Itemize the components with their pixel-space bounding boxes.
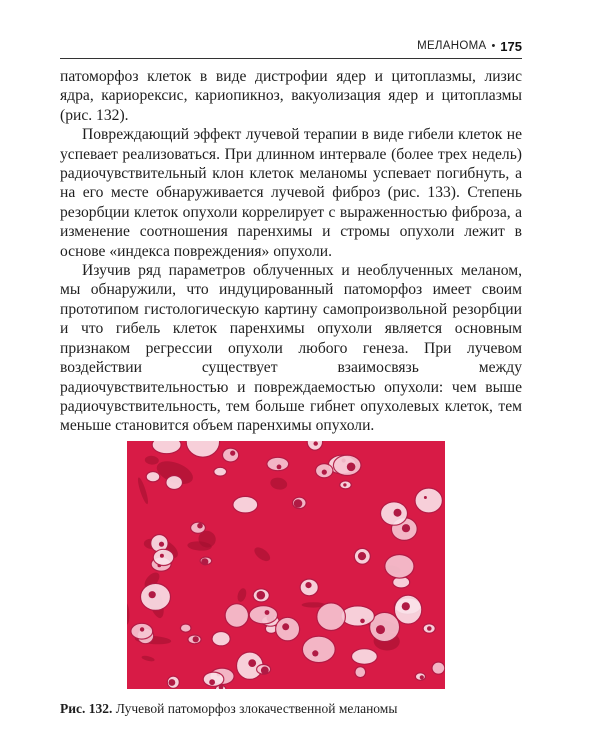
cell-nucleus bbox=[305, 582, 311, 588]
tumor-cell bbox=[180, 624, 191, 632]
tumor-cell bbox=[341, 606, 374, 626]
tumor-cell bbox=[214, 467, 227, 476]
tumor-cell bbox=[152, 441, 181, 454]
cell-nucleus bbox=[420, 675, 424, 679]
cell-nucleus bbox=[201, 558, 208, 565]
tumor-cell bbox=[249, 606, 277, 624]
cell-nucleus bbox=[149, 591, 156, 598]
cell-nucleus bbox=[322, 470, 327, 475]
cell-nucleus bbox=[294, 499, 303, 508]
cell-nucleus bbox=[347, 463, 356, 472]
paragraph-3: Изучив ряд параметров облученных и необлученных меланом, мы обнаружили, что индуцированный патоморфоз имеет своим прототипом гистологическую картину самопроизвольной резорбции и что гибель клеток паренхимы опухоли является основным признаком регрессии опухоли любого генеза. При лучевом воздействии существует взаимосвязь между радиочувствительностью и повреждаемостью опухоли: чем выше радиочувствительность, тем больше гибнет опухолевых клеток, тем меньше становится объем паренхимы опухоли. bbox=[60, 262, 522, 435]
tumor-cell bbox=[153, 549, 174, 565]
paragraph-2: Повреждающий эффект лучевой терапии в виде гибели клеток не успевает реализоваться. При длинном интервале (более трех недель) радиочувствительный клон клеток меланомы успевает погибнуть, а на его месте обнаруживается лучевой фиброз (рис. 133). Степень резорбции клеток опухоли коррелирует с выраженностью фиброза, а изменение соотношения паренхимы и стромы опухоли лежит в основе «индекса повреждения» опухоли. bbox=[60, 126, 522, 260]
header-bullet: • bbox=[491, 40, 496, 52]
cell-nucleus bbox=[193, 636, 199, 642]
cell-nucleus bbox=[248, 659, 256, 667]
cell-nucleus bbox=[265, 610, 270, 615]
tumor-cell bbox=[432, 662, 445, 674]
cell-nucleus bbox=[314, 441, 318, 445]
body-text bbox=[60, 67, 522, 436]
histology-micrograph bbox=[127, 441, 445, 689]
cell-nucleus bbox=[230, 451, 235, 456]
cell-nucleus bbox=[360, 619, 365, 624]
cell-nucleus bbox=[140, 627, 144, 631]
page-header bbox=[60, 36, 522, 56]
paragraph-1: патоморфоз клеток в виде дистрофии ядер и цитоплазмы, лизис ядра, кариорексис, кариопикноз, вакуолизация ядер и цитоплазмы (рис. 132). bbox=[60, 68, 522, 124]
tumor-cell bbox=[141, 583, 171, 610]
header-rule bbox=[60, 58, 522, 59]
cell-nucleus bbox=[282, 623, 289, 630]
cell-nucleus bbox=[394, 509, 402, 517]
tumor-cell bbox=[212, 632, 230, 646]
caption-label: Рис. 132. bbox=[60, 701, 113, 716]
tumor-cell bbox=[317, 603, 346, 631]
micrograph-image bbox=[127, 441, 445, 689]
cell-nucleus bbox=[402, 602, 410, 610]
tumor-cell bbox=[223, 448, 239, 462]
tumor-cell bbox=[146, 472, 160, 482]
cell-nucleus bbox=[160, 554, 164, 558]
tumor-cell bbox=[233, 496, 258, 513]
cell-nucleus bbox=[427, 626, 432, 631]
caption-text: Лучевой патоморфоз злокачественной меланомы bbox=[112, 701, 398, 716]
running-title: МЕЛАНОМА bbox=[417, 40, 487, 52]
cell-nucleus bbox=[358, 552, 366, 560]
tumor-cell bbox=[225, 604, 248, 628]
cell-nucleus bbox=[257, 591, 266, 600]
figure-caption bbox=[60, 701, 530, 717]
cell-nucleus bbox=[277, 465, 282, 470]
tumor-cell bbox=[352, 649, 378, 665]
tumor-cell bbox=[302, 636, 335, 662]
cell-nucleus bbox=[261, 667, 269, 675]
cell-nucleus bbox=[312, 650, 318, 656]
cell-nucleus bbox=[376, 625, 385, 634]
cell-nucleus bbox=[169, 679, 176, 686]
cell-nucleus bbox=[209, 679, 215, 685]
tumor-cell bbox=[166, 476, 183, 490]
cell-nucleus bbox=[343, 483, 346, 486]
tumor-cell bbox=[385, 555, 414, 579]
cell-nucleus bbox=[159, 542, 164, 547]
tumor-cell bbox=[355, 667, 366, 678]
page-number: 175 bbox=[500, 38, 522, 54]
cell-nucleus bbox=[197, 523, 203, 529]
cell-nucleus bbox=[402, 524, 410, 532]
cell-nucleus bbox=[424, 496, 427, 499]
tumor-cell bbox=[415, 488, 442, 513]
